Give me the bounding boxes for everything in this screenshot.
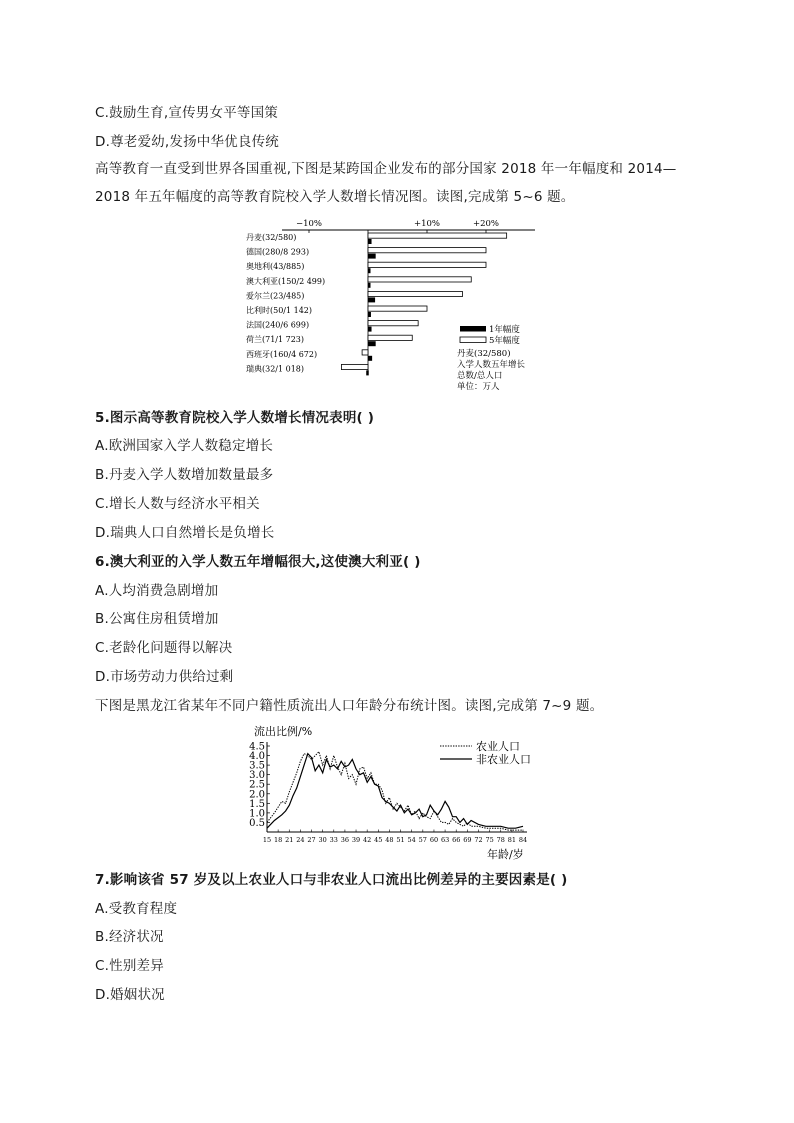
enrollment-growth-chart [240,214,560,399]
bar-5yr [368,291,462,296]
q5-option-b: B.丹麦入学人数增加数量最多 [95,467,274,483]
x-tick-label: 57 [418,836,427,844]
x-tick-label: 54 [407,836,416,844]
intro-paragraph-line1: 高等教育一直受到世界各国重视,下图是某跨国企业发布的部分国家 2018 年一年幅度和 2014— [95,161,677,177]
question-7: 7.影响该省 57 岁及以上农业人口与非农业人口流出比例差异的主要因素是( ) [95,872,568,888]
bar-1yr [366,370,369,375]
option-c-previous: C.鼓励生育,宣传男女平等国策 [95,105,279,121]
y-tick-label: 1.0 [249,808,265,820]
category-label: 比利时(50/1 142) [246,306,313,315]
category-label: 西班牙(160/4 672) [246,349,318,359]
q6-option-a: A.人均消费急剧增加 [95,583,219,599]
x-tick-label: 36 [340,836,350,844]
legend-label-agricultural: 农业人口 [476,740,520,753]
bar-5yr [368,335,412,340]
bar-5yr [368,233,507,238]
x-tick-label: 72 [474,836,483,844]
axis-tick-label: +10% [413,219,441,229]
bar-1yr [368,327,372,332]
x-tick-label: 51 [396,836,405,844]
y-tick-label: 4.0 [249,751,265,763]
category-label: 德国(280/8 293) [246,247,310,257]
q7-option-d: D.婚姻状况 [95,987,165,1003]
bar-1yr [368,341,376,346]
y-tick-label: 2.0 [249,789,265,801]
y-axis-title: 流出比例/% [254,725,313,738]
x-tick-label: 39 [351,836,361,844]
q7-option-b: B.经济状况 [95,929,164,945]
x-tick-label: 45 [374,836,383,844]
x-tick-label: 81 [507,836,517,844]
bar-5yr [368,248,486,253]
legend-note: 入学人数五年增长 [457,360,526,370]
q5-option-a: A.欧洲国家入学人数稳定增长 [95,438,274,454]
x-tick-label: 69 [463,836,472,844]
bar-5yr [362,350,368,355]
bar-5yr [368,262,486,267]
outflow-age-chart [240,722,560,864]
bar-5yr [368,306,427,311]
bar-1yr [368,283,371,288]
y-tick-label: 3.5 [249,760,265,772]
x-tick-label: 60 [429,836,439,844]
x-tick-label: 18 [273,836,283,844]
y-tick-label: 2.5 [249,779,265,791]
q5-option-c: C.增长人数与经济水平相关 [95,496,260,512]
x-tick-label: 15 [262,836,272,844]
bar-1yr [368,268,371,273]
x-tick-label: 24 [296,836,305,844]
y-tick-label: 1.5 [249,798,265,810]
legend-label-1yr: 1年幅度 [489,325,520,335]
bar-1yr [368,312,371,317]
bar-1yr [368,239,372,244]
category-label: 瑞典(32/1 018) [246,364,305,374]
x-axis-title: 年龄/岁 [487,848,524,861]
question-6: 6.澳大利亚的入学人数五年增幅很大,这使澳大利亚( ) [95,554,421,570]
x-tick-label: 75 [485,836,494,844]
category-label: 丹麦(32/580) [246,233,297,242]
bar-1yr [368,297,375,302]
y-tick-label: 0.5 [249,817,265,829]
x-tick-label: 78 [496,836,505,844]
q6-option-c: C.老龄化问题得以解决 [95,640,233,656]
y-tick-label: 4.5 [249,741,265,753]
category-label: 法国(240/6 699) [246,320,310,330]
x-tick-label: 21 [285,836,294,844]
q7-option-a: A.受教育程度 [95,901,178,917]
legend-note: 单位：万人 [457,382,500,392]
legend-note: 丹麦(32/580) [457,349,511,359]
x-tick-label: 42 [363,836,372,844]
intro-paragraph-line2: 2018 年五年幅度的高等教育院校入学人数增长情况图。读图,完成第 5~6 题。 [95,189,575,205]
x-tick-label: 48 [385,836,394,844]
category-label: 荷兰(71/1 723) [246,335,305,345]
category-label: 澳大利亚(150/2 499) [246,276,326,286]
x-tick-label: 66 [452,836,461,844]
bar-1yr [368,356,372,361]
q6-option-b: B.公寓住房租赁增加 [95,611,219,627]
x-tick-label: 63 [440,836,450,844]
category-label: 奥地利(43/885) [246,262,305,272]
q7-option-c: C.性别差异 [95,958,164,974]
legend-swatch-1yr [460,326,486,332]
x-tick-label: 27 [307,836,316,844]
bar-5yr [368,277,471,282]
x-tick-label: 84 [518,836,528,844]
axis-tick-label: −10% [295,219,323,229]
q6-option-d: D.市场劳动力供给过剩 [95,669,234,685]
category-label: 爱尔兰(23/485) [246,291,305,301]
legend-label-non-agricultural: 非农业人口 [476,753,531,766]
bar-5yr [341,364,368,369]
intro-paragraph-2: 下图是黑龙江省某年不同户籍性质流出人口年龄分布统计图。读图,完成第 7~9 题。 [95,698,604,714]
axis-tick-label: +20% [472,219,500,229]
q5-option-d: D.瑞典人口自然增长是负增长 [95,525,275,541]
legend-swatch-5yr [460,337,486,343]
question-5: 5.图示高等教育院校入学人数增长情况表明( ) [95,410,375,426]
x-tick-label: 30 [318,836,327,844]
x-tick-label: 33 [329,836,338,844]
legend-note: 总数/总人口 [457,371,503,381]
bar-1yr [368,254,376,259]
option-d-previous: D.尊老爱幼,发扬中华优良传统 [95,134,279,150]
bar-5yr [368,321,418,326]
legend-label-5yr: 5年幅度 [489,336,520,346]
y-tick-label: 3.0 [249,770,265,782]
